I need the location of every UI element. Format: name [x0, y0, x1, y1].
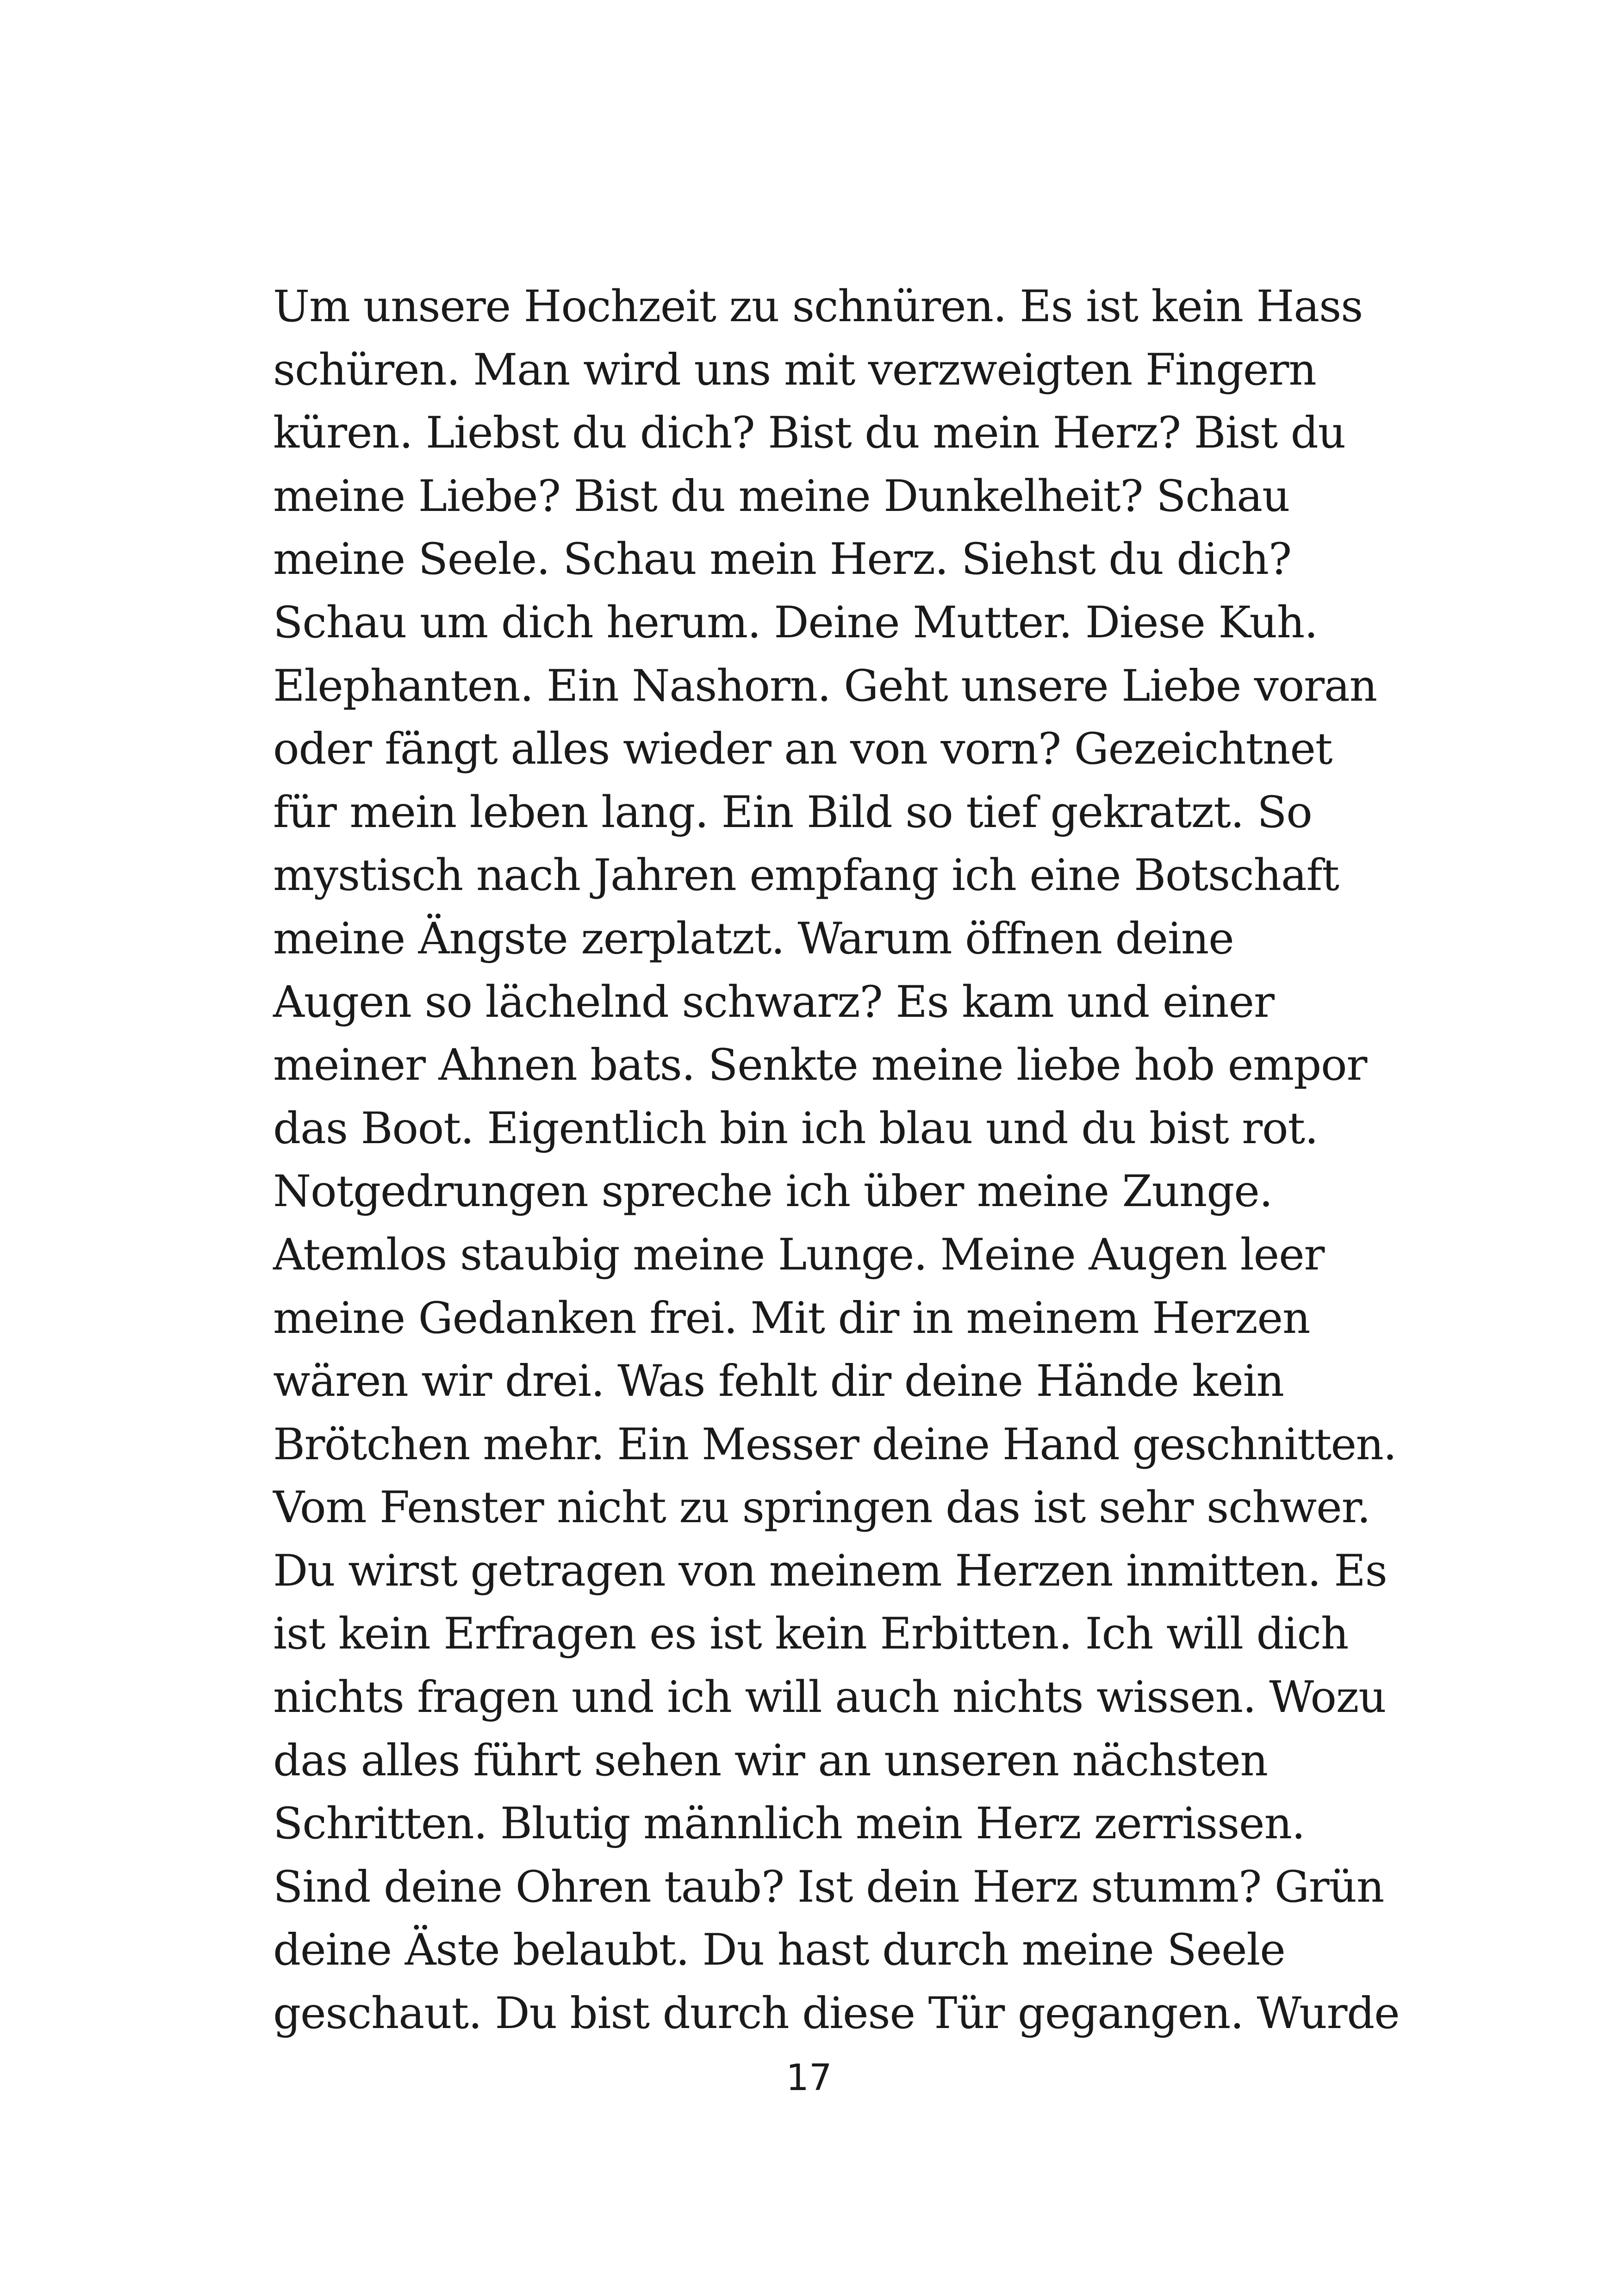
text-line-19: Brötchen mehr. Ein Messer deine Hand geschnitten. [273, 1419, 1396, 1470]
text-line-23: nichts fragen und ich will auch nichts wissen. Wozu [273, 1672, 1386, 1723]
text-line-27: deine Äste belaubt. Du hast durch meine Seele [273, 1925, 1285, 1976]
text-line-24: das alles führt sehen wir an unseren nächsten [273, 1735, 1268, 1786]
text-line-20: Vom Fenster nicht zu springen das ist sehr schwer. [273, 1482, 1370, 1533]
text-line-7: Elephanten. Ein Nashorn. Geht unsere Liebe voran [273, 660, 1377, 711]
text-line-9: für mein leben lang. Ein Bild so tief gekratzt. So [273, 787, 1312, 838]
text-line-1: Um unsere Hochzeit zu schnüren. Es ist kein Hass [273, 281, 1363, 332]
text-line-3: küren. Liebst du dich? Bist du mein Herz? Bist du [273, 408, 1345, 459]
text-line-12: Augen so lächelnd schwarz? Es kam und einer [273, 977, 1274, 1027]
text-line-11: meine Ängste zerplatzt. Warum öffnen deine [273, 913, 1234, 964]
text-line-21: Du wirst getragen von meinem Herzen inmitten. Es [273, 1545, 1387, 1596]
text-line-13: meiner Ahnen bats. Senkte meine liebe hob empor [273, 1040, 1367, 1091]
text-line-18: wären wir drei. Was fehlt dir deine Hände kein [273, 1356, 1284, 1407]
body-text [273, 275, 1400, 2046]
text-line-5: meine Seele. Schau mein Herz. Siehst du dich? [273, 534, 1292, 585]
text-line-8: oder fängt alles wieder an von vorn? Gezeichtnet [273, 724, 1332, 775]
page-number: 17 [786, 2057, 832, 2099]
text-line-4: meine Liebe? Bist du meine Dunkelheit? Schau [273, 471, 1290, 522]
text-line-6: Schau um dich herum. Deine Mutter. Diese Kuh. [273, 597, 1318, 648]
text-line-10: mystisch nach Jahren empfang ich eine Botschaft [273, 850, 1339, 901]
text-line-15: Notgedrungen spreche ich über meine Zunge. [273, 1166, 1273, 1217]
text-line-14: das Boot. Eigentlich bin ich blau und du bist rot. [273, 1103, 1318, 1154]
text-line-28: geschaut. Du bist durch diese Tür gegangen. Wurde [273, 1988, 1400, 2039]
text-line-17: meine Gedanken frei. Mit dir in meinem Herzen [273, 1293, 1310, 1344]
text-line-25: Schritten. Blutig männlich mein Herz zerrissen. [273, 1798, 1305, 1849]
text-line-26: Sind deine Ohren taub? Ist dein Herz stumm? Grün [273, 1861, 1384, 1912]
text-line-2: schüren. Man wird uns mit verzweigten Fingern [273, 344, 1316, 395]
text-line-22: ist kein Erfragen es ist kein Erbitten. Ich will dich [273, 1609, 1349, 1660]
text-line-16: Atemlos staubig meine Lunge. Meine Augen leer [273, 1229, 1325, 1280]
